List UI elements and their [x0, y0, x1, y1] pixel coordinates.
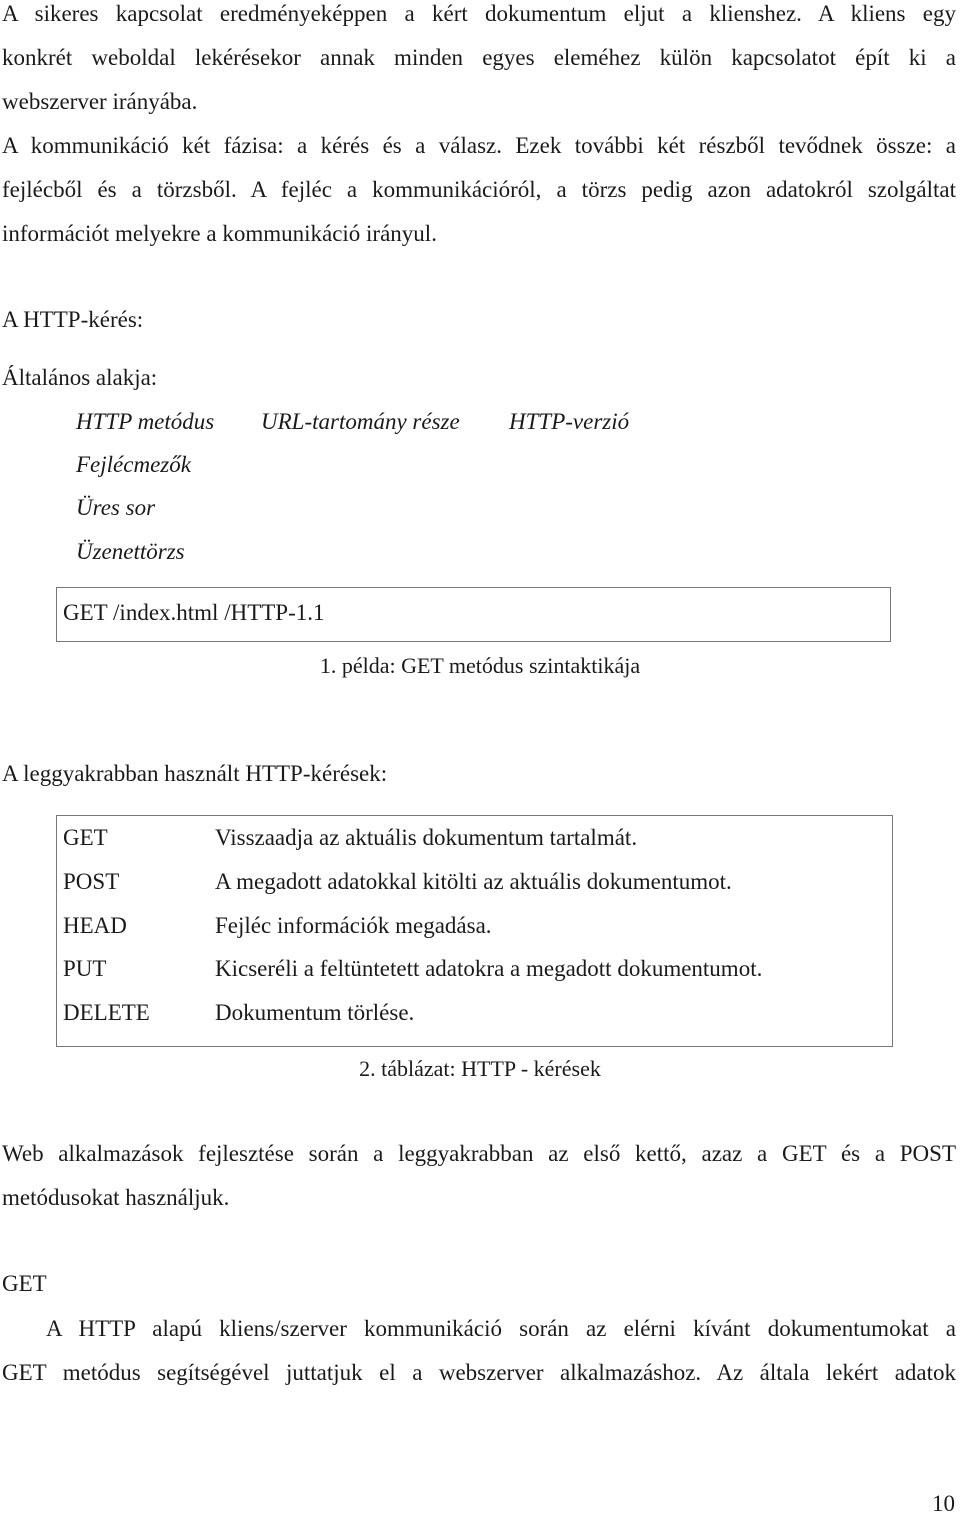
intro-line: A sikeres kapcsolat eredményeképpen a kért dokumentum eljut a klienshez. A kliens egy [2, 1, 956, 26]
form-empty-line: Üres sor [76, 495, 156, 520]
method-name: DELETE [63, 1000, 150, 1025]
method-name: GET [63, 825, 108, 850]
form-method: HTTP metódus [76, 409, 215, 434]
get-section-line: GET metódus segítségével juttatjuk el a webszerver alkalmazáshoz. Az általa lekért adatok [2, 1360, 956, 1385]
example-code: GET /index.html /HTTP-1.1 [63, 600, 325, 625]
method-name: HEAD [63, 913, 127, 938]
get-section-heading: GET [2, 1271, 47, 1296]
summary-line: Web alkalmazások fejlesztése során a leggyakrabban az első kettő, azaz a GET és a POST [2, 1141, 956, 1166]
common-requests-heading: A leggyakrabban használt HTTP-kérések: [2, 761, 388, 786]
table-row [57, 991, 892, 1035]
http-methods-table [56, 815, 893, 1047]
intro-line: konkrét weboldal lekérésekor annak minden egyes eleméhez külön kapcsolatot épít ki a [2, 45, 956, 70]
method-description: Fejléc információk megadása. [215, 913, 492, 938]
summary-paragraph [2, 1132, 956, 1220]
general-form-label: Általános alakja: [2, 365, 158, 390]
method-name: POST [63, 869, 120, 894]
form-headers: Fejlécmezők [76, 452, 191, 477]
intro-line: webszerver irányába. [2, 89, 198, 114]
form-version: HTTP-verzió [509, 409, 630, 434]
get-section-paragraph [2, 1307, 956, 1395]
method-description: Dokumentum törlése. [215, 1000, 415, 1025]
form-body: Üzenettörzs [76, 539, 185, 564]
table-caption: 2. táblázat: HTTP - kérések [359, 1056, 601, 1081]
example-code-box [56, 587, 891, 642]
intro-paragraph [2, 0, 956, 256]
method-description: Kicseréli a feltüntetett adatokra a megadott dokumentumot. [215, 956, 763, 981]
table-row [57, 904, 892, 948]
method-description: A megadott adatokkal kitölti az aktuális dokumentumot. [215, 869, 732, 894]
intro-line: információt melyekre a kommunikáció irányul. [2, 221, 437, 246]
intro-line: A kommunikáció két fázisa: a kérés és a válasz. Ezek további két részből tevődnek össze: a [2, 133, 956, 158]
get-section-line: A HTTP alapú kliens/szerver kommunikáció során az elérni kívánt dokumentumokat a [46, 1316, 956, 1341]
http-request-heading: A HTTP-kérés: [2, 307, 144, 332]
method-name: PUT [63, 956, 107, 981]
example-caption: 1. példa: GET metódus szintaktikája [319, 653, 641, 678]
intro-line: fejlécből és a törzsből. A fejléc a kommunikációról, a törzs pedig azon adatokról szolgáltat [2, 177, 956, 202]
table-row [57, 860, 892, 904]
table-row [57, 816, 892, 860]
summary-line: metódusokat használjuk. [2, 1185, 230, 1210]
method-description: Visszaadja az aktuális dokumentum tartalmát. [215, 825, 638, 850]
table-row [57, 947, 892, 991]
form-url: URL-tartomány része [261, 409, 460, 434]
page-number: 10 [932, 1491, 955, 1516]
